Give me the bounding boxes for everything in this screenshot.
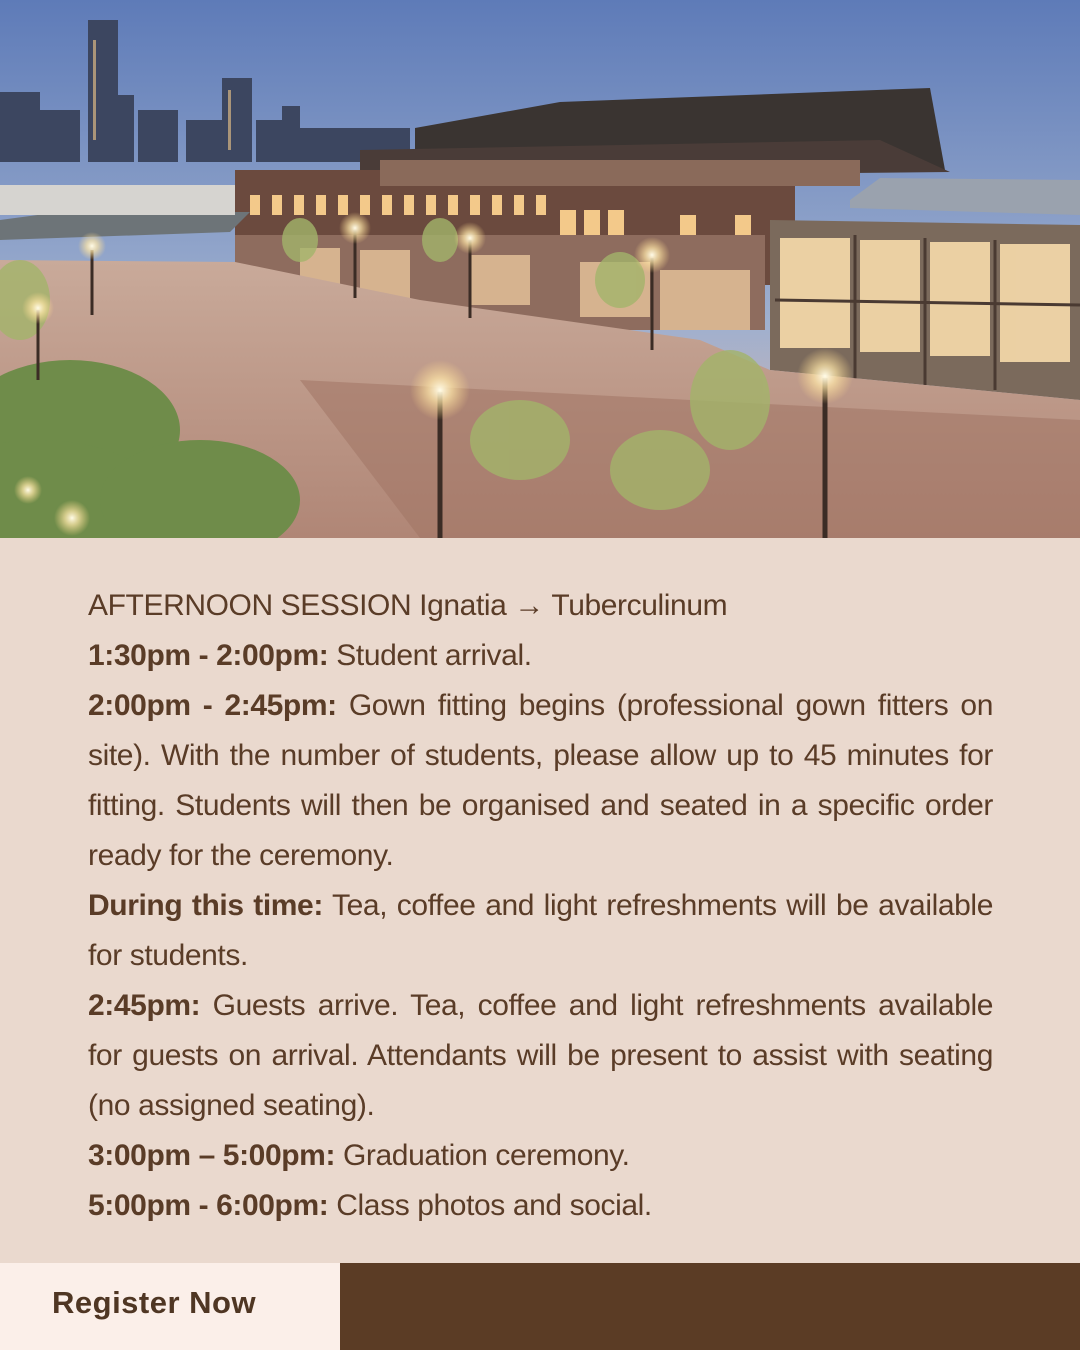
schedule-item — [88, 631, 993, 681]
schedule-time: 3:00pm – 5:00pm: — [88, 1139, 336, 1172]
schedule-time: During this time: — [88, 889, 323, 922]
schedule-time: 5:00pm - 6:00pm: — [88, 1189, 329, 1222]
schedule-time: 2:00pm - 2:45pm: — [88, 689, 337, 722]
session-heading: AFTERNOON SESSION Ignatia → Tuberculinum — [88, 589, 728, 622]
schedule-description: Student arrival. — [328, 639, 532, 672]
schedule-description: Tea, coffee and light refreshments will be available for students. — [88, 889, 993, 972]
schedule-text — [88, 581, 993, 1231]
schedule-description: Graduation ceremony. — [335, 1139, 630, 1172]
schedule-description: Gown fitting begins (professional gown fitters on site). With the number of students, please allow up to 45 minutes for fitting. Students will then be organised and seated in a specific order ready for the ceremony. — [88, 689, 993, 872]
schedule-item — [88, 981, 993, 1131]
schedule-description: Guests arrive. Tea, coffee and light refreshments available for guests on arrival. Attendants will be present to assist with seating (no assigned seating). — [88, 989, 993, 1122]
schedule-description: Class photos and social. — [328, 1189, 652, 1222]
register-panel — [0, 1263, 340, 1350]
schedule-time: 2:45pm: — [88, 989, 201, 1022]
schedule-item — [88, 881, 993, 981]
schedule-item — [88, 1181, 993, 1231]
schedule-item — [88, 1131, 993, 1181]
hero-photo — [0, 0, 1080, 538]
register-now-button[interactable]: Register Now — [52, 1285, 257, 1320]
footer-bar — [340, 1263, 1080, 1350]
schedule-panel — [0, 538, 1080, 1263]
schedule-item — [88, 681, 993, 881]
schedule-time: 1:30pm - 2:00pm: — [88, 639, 329, 672]
